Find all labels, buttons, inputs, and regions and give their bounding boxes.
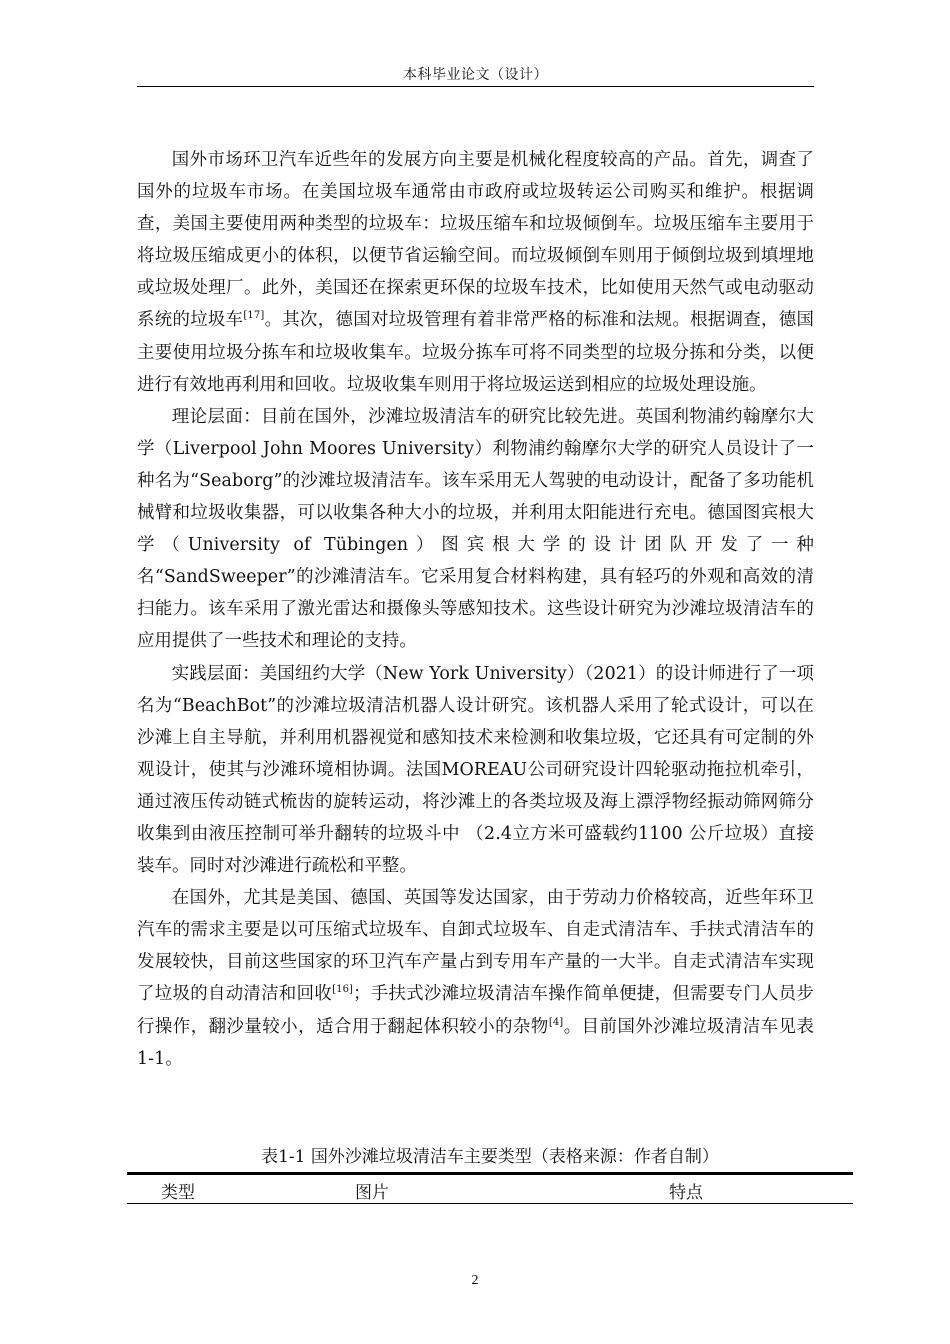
paragraph-theory: 理论层面：目前在国外，沙滩垃圾清洁车的研究比较先进。英国利物浦约翰摩尔大学（Liverpool John Moores University）利物浦约翰摩尔大学的研究人员设计了一种名为“Seaborg”的沙滩垃圾清洁车。该车采用无人驾驶的电动设计，配备了多功能机械臂和垃圾收集器，可以收集各种大小的垃圾，并利用太阳能进行充电。德国图宾根大学（University of Tübingen）图宾根大学的设计团队开发了一种名“SandSweeper”的沙滩清洁车。它采用复合材料构建，具有轻巧的外观和高效的清扫能力。该车采用了激光雷达和摄像头等感知技术。这些设计研究为沙滩垃圾清洁车的应用提供了一些技术和理论的支持。 [137, 406, 814, 652]
paragraph-practice: 实践层面：美国纽约大学（New York University）（2021）的设计师进行了一项名为“BeachBot”的沙滩垃圾清洁机器人设计研究。该机器人采用了轮式设计，可以在沙滩上自主导航，并利用机器视觉和感知技术来检测和收集垃圾，它还具有可定制的外观设计，使其与沙滩环境相协调。法国MOREAU公司研究设计四轮驱动拖拉机牵引，通过液压传动链式梳齿的旋转运动，将沙滩上的各类垃圾及海上漂浮物经振动筛网筛分收集到由液压控制可举升翻转的垃圾斗中 （2.4立方米可盛载约1100 公斤垃圾）直接装车。同时对沙滩进行疏松和平整。 [137, 663, 814, 877]
paragraph-text: 在国外，尤其是美国、德国、英国等发达国家，由于劳动力价格较高，近些年环卫汽车的需求主要是以可压缩式垃圾车、自卸式垃圾车、自走式清洁车、手扶式清洁车的发展较快，目前这些国家的环卫汽车产量占到专用车产量的一大半。自走式清洁车实现了垃圾的自动清洁和回收 [137, 888, 814, 1005]
paragraph-abroad [137, 882, 814, 1075]
paragraph-market [137, 144, 814, 401]
table-header-features: 特点 [669, 1183, 703, 1203]
citation-17[interactable]: [17] [243, 310, 265, 322]
paragraph-text: 。其次，德国对垃圾管理有着非常严格的标准和法规。根据调查，德国主要使用垃圾分拣车和垃圾收集车。垃圾分拣车可将不同类型的垃圾分拣和分类，以便进行有效地再利用和回收。垃圾收集车则用于将垃圾运送到相应的垃圾处理设施。 [137, 310, 814, 395]
paragraph-text: ；手扶式沙滩垃圾清洁车操作简单便捷，但需要专门人员步行操作，翻沙量较小，适合用于翻起体积较小的杂物 [137, 984, 814, 1037]
table-header-type: 类型 [161, 1183, 195, 1203]
running-header: 本科毕业论文（设计） [403, 67, 548, 83]
table-caption: 表1-1 国外沙滩垃圾清洁车主要类型（表格来源：作者自制） [261, 1147, 719, 1167]
table-header-row [127, 1178, 853, 1204]
body-text [137, 144, 814, 1075]
citation-16[interactable]: [16] [332, 984, 354, 996]
header-rule [137, 86, 814, 87]
table-header-rule [127, 1203, 853, 1204]
citation-4[interactable]: [4] [548, 1016, 564, 1028]
paragraph-text: 国外市场环卫汽车近些年的发展方向主要是机械化程度较高的产品。首先，调查了国外的垃圾车市场。在美国垃圾车通常由市政府或垃圾转运公司购买和维护。根据调查，美国主要使用两种类型的垃圾车：垃圾压缩车和垃圾倾倒车。垃圾压缩车主要用于将垃圾压缩成更小的体积，以便节省运输空间。而垃圾倾倒车则用于倾倒垃圾到填埋地或垃圾处理厂。此外，美国还在探索更环保的垃圾车技术，比如使用天然气或电动驱动系统的垃圾车 [137, 150, 814, 331]
paragraph-text: 。目前国外沙滩垃圾清洁车见表1-1。 [137, 1016, 814, 1069]
table-header-image: 图片 [355, 1183, 389, 1203]
page-number: 2 [471, 1273, 479, 1288]
table-top-rule [127, 1172, 853, 1175]
